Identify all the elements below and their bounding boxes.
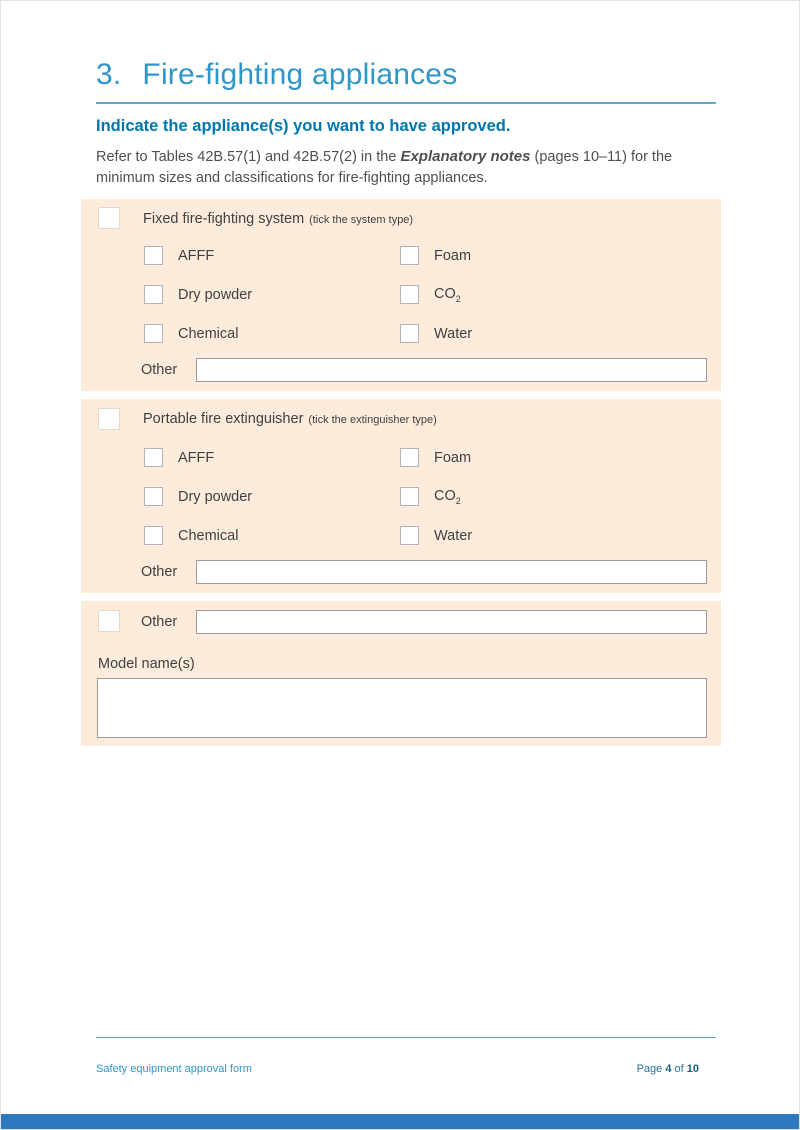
portable-co2-checkbox[interactable] — [400, 487, 419, 506]
other-appliance-panel — [81, 601, 721, 746]
fixed-dry-powder-checkbox[interactable] — [144, 285, 163, 304]
option-foam — [400, 246, 700, 265]
fixed-afff-checkbox[interactable] — [144, 246, 163, 265]
fixed-system-title: Fixed fire-fighting system — [143, 211, 305, 227]
other-row — [141, 610, 707, 634]
fixed-system-checkbox[interactable] — [98, 207, 120, 229]
fixed-other-row — [141, 358, 707, 382]
option-label-water: Water — [434, 527, 473, 544]
option-co2 — [400, 285, 700, 304]
option-chemical — [144, 324, 400, 343]
fixed-co2-checkbox[interactable] — [400, 285, 419, 304]
option-label-dry-powder: Dry powder — [178, 488, 253, 505]
footer-form-name: Safety equipment approval form — [96, 1063, 252, 1075]
section-heading — [96, 58, 716, 104]
option-co2 — [400, 487, 700, 506]
option-label-co2 — [434, 488, 461, 506]
page-total: 10 — [686, 1063, 699, 1075]
fixed-other-input[interactable] — [196, 358, 707, 382]
option-label-chemical: Chemical — [178, 325, 239, 342]
fixed-water-checkbox[interactable] — [400, 324, 419, 343]
portable-title-row — [143, 410, 437, 428]
portable-extinguisher-checkbox[interactable] — [98, 408, 120, 430]
footer-page-indicator — [637, 1063, 699, 1075]
intro-paragraph — [96, 147, 688, 188]
portable-afff-checkbox[interactable] — [144, 448, 163, 467]
portable-foam-checkbox[interactable] — [400, 448, 419, 467]
fixed-system-title-row — [143, 210, 413, 228]
option-label-co2 — [434, 286, 461, 304]
intro-text-before: Refer to Tables 42B.57(1) and 42B.57(2) in the — [96, 149, 401, 165]
bottom-accent-bar — [1, 1114, 799, 1129]
option-label-foam: Foam — [434, 449, 472, 466]
option-afff — [144, 246, 400, 265]
portable-water-checkbox[interactable] — [400, 526, 419, 545]
other-appliance-checkbox[interactable] — [98, 610, 120, 632]
co2-text: CO — [434, 487, 456, 504]
intro-text-after: (pages 10–11) for the minimum sizes and classifications for fire-fighting appliances. — [96, 149, 673, 186]
footer-divider — [96, 1037, 716, 1038]
fixed-other-label: Other — [141, 362, 178, 378]
portable-extinguisher-panel — [81, 399, 721, 593]
option-label-afff: AFFF — [178, 247, 215, 264]
portable-hint: (tick the extinguisher type) — [308, 414, 437, 426]
section-title: Fire-fighting appliances — [142, 58, 458, 91]
option-label-water: Water — [434, 325, 473, 342]
fixed-system-options — [144, 236, 704, 353]
option-chemical — [144, 526, 400, 545]
fixed-system-panel — [81, 199, 721, 391]
option-foam — [400, 448, 700, 467]
instruction-subheading: Indicate the appliance(s) you want to have approved. — [96, 117, 511, 135]
co2-subscript: 2 — [455, 293, 461, 304]
option-water — [400, 324, 700, 343]
option-afff — [144, 448, 400, 467]
page-word: Page — [636, 1063, 666, 1075]
page-number: 4 — [665, 1063, 672, 1075]
intro-explanatory-notes: Explanatory notes — [400, 148, 531, 165]
option-label-dry-powder: Dry powder — [178, 286, 253, 303]
option-label-foam: Foam — [434, 247, 472, 264]
portable-title: Portable fire extinguisher — [143, 411, 304, 427]
portable-chemical-checkbox[interactable] — [144, 526, 163, 545]
portable-other-row — [141, 560, 707, 584]
other-label: Other — [141, 614, 178, 630]
portable-other-input[interactable] — [196, 560, 707, 584]
portable-other-label: Other — [141, 564, 178, 580]
option-label-afff: AFFF — [178, 449, 215, 466]
of-word: of — [671, 1063, 687, 1075]
model-names-textarea[interactable] — [97, 678, 707, 738]
co2-text: CO — [434, 285, 456, 302]
option-dry-powder — [144, 285, 400, 304]
portable-dry-powder-checkbox[interactable] — [144, 487, 163, 506]
option-water — [400, 526, 700, 545]
option-label-chemical: Chemical — [178, 527, 239, 544]
other-appliance-input[interactable] — [196, 610, 707, 634]
co2-subscript: 2 — [455, 495, 461, 506]
fixed-foam-checkbox[interactable] — [400, 246, 419, 265]
fixed-system-hint: (tick the system type) — [309, 214, 414, 226]
portable-options — [144, 438, 704, 555]
section-number: 3. — [96, 58, 122, 91]
option-dry-powder — [144, 487, 400, 506]
model-names-label: Model name(s) — [98, 656, 195, 672]
fixed-chemical-checkbox[interactable] — [144, 324, 163, 343]
